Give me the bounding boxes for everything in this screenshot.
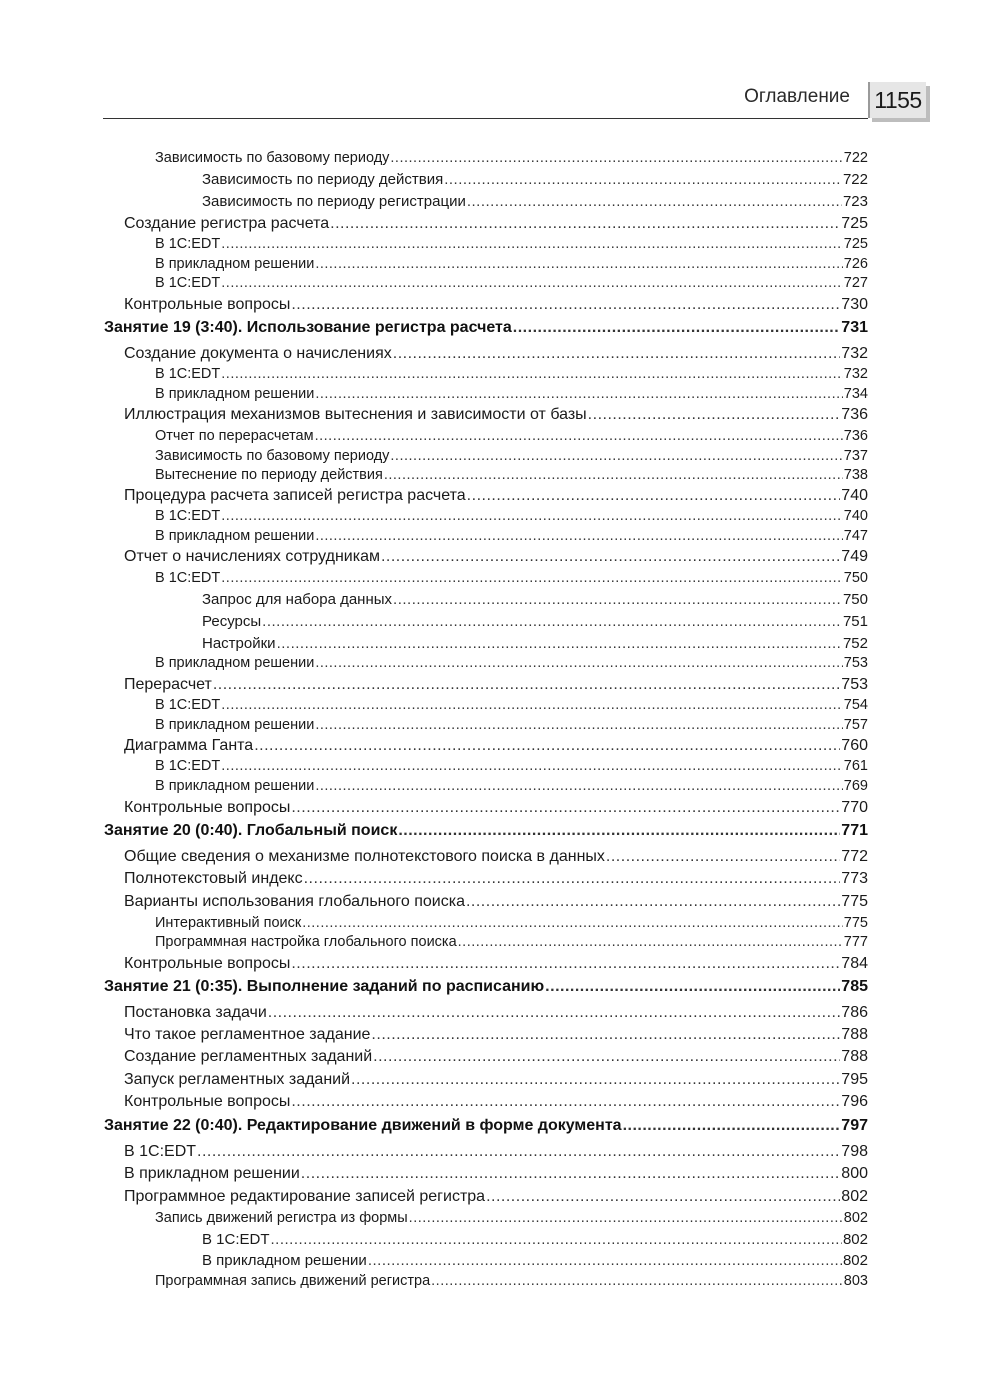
- toc-entry-page: 726: [843, 256, 868, 272]
- toc-entry: [124, 486, 868, 506]
- toc-entry-title: Ресурсы: [202, 613, 262, 630]
- toc-entry: [124, 736, 868, 756]
- running-header-title: Оглавление: [744, 86, 850, 107]
- toc-entry-page: 803: [843, 1273, 868, 1289]
- toc-entry-title: В 1C:EDT: [155, 236, 221, 252]
- toc-entry-title: Перерасчет: [124, 676, 212, 693]
- toc-entry-page: 797: [841, 1117, 868, 1134]
- toc-dot-leader: [588, 405, 841, 425]
- toc-entry-page: 738: [843, 467, 868, 483]
- toc-entry-page: 761: [843, 758, 868, 774]
- toc-entry: [155, 653, 868, 673]
- toc-entry-page: 795: [841, 1071, 868, 1088]
- toc-entry-page: 777: [843, 934, 868, 950]
- toc-entry-title: В 1C:EDT: [155, 758, 221, 774]
- toc-entry-page: 785: [841, 978, 868, 995]
- toc-dot-leader: [221, 756, 843, 776]
- toc-entry-page: 784: [841, 955, 868, 972]
- toc-entry-page: 749: [841, 548, 868, 565]
- toc-dot-leader: [623, 1116, 841, 1136]
- toc-entry: [155, 715, 868, 735]
- toc-entry-page: 730: [841, 296, 868, 313]
- toc-entry-title: Программное редактирование записей регистра: [124, 1188, 486, 1205]
- toc-entry-title: Контрольные вопросы: [124, 955, 291, 972]
- toc-entry-title: В прикладном решении: [202, 1252, 367, 1269]
- toc-entry-title: Запрос для набора данных: [202, 591, 393, 608]
- toc-entry-title: Интерактивный поиск: [155, 915, 302, 931]
- toc-dot-leader: [393, 590, 842, 610]
- toc-dot-leader: [315, 526, 842, 546]
- toc-entry-title: В прикладном решении: [155, 528, 315, 544]
- toc-entry-title: В 1C:EDT: [155, 570, 221, 586]
- toc-entry-page: 722: [843, 150, 868, 166]
- toc-entry-page: 751: [842, 613, 868, 630]
- toc-dot-leader: [444, 170, 842, 190]
- toc-entry-page: 734: [843, 386, 868, 402]
- header-divider: [103, 118, 868, 119]
- toc-dot-leader: [291, 798, 840, 818]
- toc-entry-page: 736: [843, 428, 868, 444]
- toc-entry-title: В 1C:EDT: [155, 366, 221, 382]
- toc-entry-title: Создание регистра расчета: [124, 215, 330, 232]
- toc-dot-leader: [221, 273, 843, 293]
- toc-entry: [124, 1070, 868, 1090]
- toc-entry-page: 786: [841, 1004, 868, 1021]
- toc-entry: [155, 273, 868, 293]
- toc-entry: [155, 913, 868, 933]
- toc-entry-title: Создание документа о начислениях: [124, 345, 392, 362]
- toc-entry-title: Контрольные вопросы: [124, 296, 291, 313]
- toc-entry-page: 752: [842, 635, 868, 652]
- toc-entry: [124, 1142, 868, 1162]
- toc-entry: [124, 1025, 868, 1045]
- toc-dot-leader: [301, 1164, 841, 1184]
- toc-entry-title: Что такое регламентное задание: [124, 1026, 371, 1043]
- toc-dot-leader: [467, 486, 841, 506]
- toc-entry: [155, 446, 868, 466]
- toc-dot-leader: [315, 426, 843, 446]
- toc-entry-title: Общие сведения о механизме полнотекстового поиска в данных: [124, 848, 605, 865]
- toc-entry-title: В прикладном решении: [155, 256, 315, 272]
- toc-entry-page: 788: [841, 1026, 868, 1043]
- toc-dot-leader: [330, 214, 840, 234]
- toc-entry-page: 725: [841, 215, 868, 232]
- toc-entry: [124, 954, 868, 974]
- toc-entry: [155, 526, 868, 546]
- toc-entry-page: 772: [841, 848, 868, 865]
- toc-entry-page: 747: [843, 528, 868, 544]
- toc-entry: [155, 384, 868, 404]
- toc-dot-leader: [291, 1092, 840, 1112]
- toc-entry-page: 725: [843, 236, 868, 252]
- toc-entry-page: 736: [841, 406, 868, 423]
- toc-entry: [124, 892, 868, 912]
- toc-entry-title: В прикладном решении: [155, 655, 315, 671]
- toc-entry: [124, 344, 868, 364]
- toc-entry-title: Занятие 19 (3:40). Использование регистра расчета: [104, 319, 512, 336]
- toc-entry: [202, 170, 868, 190]
- toc-entry-title: Настройки: [202, 635, 276, 652]
- toc-entry-page: 773: [841, 870, 868, 887]
- toc-entry: [155, 506, 868, 526]
- toc-entry: [155, 426, 868, 446]
- toc-entry: [124, 1164, 868, 1184]
- toc-entry: [155, 932, 868, 952]
- toc-entry-title: Отчет о начислениях сотрудникам: [124, 548, 380, 565]
- toc-entry: [155, 234, 868, 254]
- toc-entry-title: В прикладном решении: [155, 386, 315, 402]
- toc-entry-page: 798: [841, 1143, 868, 1160]
- toc-dot-leader: [277, 634, 842, 654]
- toc-entry-title: Отчет по перерасчетам: [155, 428, 314, 444]
- toc-chapter-entry: [104, 821, 868, 841]
- toc-entry-page: 769: [843, 778, 868, 794]
- toc-dot-leader: [409, 1208, 843, 1228]
- toc-dot-leader: [271, 1230, 842, 1250]
- toc-entry: [155, 1271, 868, 1291]
- toc-entry: [155, 568, 868, 588]
- toc-dot-leader: [221, 234, 843, 254]
- toc-entry: [124, 869, 868, 889]
- toc-entry-page: 757: [843, 717, 868, 733]
- toc-entry: [124, 847, 868, 867]
- toc-entry: [124, 1047, 868, 1067]
- toc-entry-page: 788: [841, 1048, 868, 1065]
- toc-chapter-entry: [104, 1116, 868, 1136]
- toc-entry-title: Занятие 21 (0:35). Выполнение заданий по расписанию: [104, 978, 545, 995]
- toc-chapter-entry: [104, 977, 868, 997]
- toc-entry-page: 722: [842, 171, 868, 188]
- toc-entry: [124, 675, 868, 695]
- toc-entry: [155, 776, 868, 796]
- toc-entry-title: Процедура расчета записей регистра расчета: [124, 487, 466, 504]
- toc-entry-page: 802: [843, 1210, 868, 1226]
- toc-entry-title: Контрольные вопросы: [124, 799, 291, 816]
- toc-dot-leader: [513, 318, 841, 338]
- toc-entry-title: Варианты использования глобального поиска: [124, 893, 465, 910]
- toc-dot-leader: [213, 675, 840, 695]
- toc-entry-title: В 1C:EDT: [155, 697, 221, 713]
- toc-dot-leader: [315, 715, 842, 735]
- toc-dot-leader: [393, 344, 841, 364]
- toc-entry-title: Диаграмма Ганта: [124, 737, 254, 754]
- toc-dot-leader: [315, 254, 842, 274]
- toc-dot-leader: [262, 612, 842, 632]
- toc-entry-page: 771: [841, 822, 868, 839]
- toc-entry-title: Зависимость по базовому периоду: [155, 150, 390, 166]
- toc-entry: [124, 405, 868, 425]
- toc-entry-title: Программная настройка глобального поиска: [155, 934, 457, 950]
- toc-entry-page: 737: [843, 448, 868, 464]
- toc-entry: [202, 1251, 868, 1271]
- toc-dot-leader: [467, 192, 842, 212]
- toc-entry-page: 727: [843, 275, 868, 291]
- toc-dot-leader: [291, 954, 840, 974]
- toc-dot-leader: [221, 364, 843, 384]
- toc-entry-title: Контрольные вопросы: [124, 1093, 291, 1110]
- toc-entry-title: Программная запись движений регистра: [155, 1273, 431, 1289]
- toc-entry: [124, 1003, 868, 1023]
- toc-entry: [202, 634, 868, 654]
- toc-dot-leader: [390, 148, 842, 168]
- toc-entry-page: 732: [843, 366, 868, 382]
- toc-entry-title: Иллюстрация механизмов вытеснения и зависимости от базы: [124, 406, 587, 423]
- toc-dot-leader: [221, 506, 843, 526]
- toc-entry: [155, 695, 868, 715]
- toc-dot-leader: [291, 295, 840, 315]
- toc-dot-leader: [368, 1251, 842, 1271]
- toc-entry: [155, 465, 868, 485]
- toc-dot-leader: [458, 932, 843, 952]
- toc-entry-page: 802: [842, 1252, 868, 1269]
- toc-dot-leader: [315, 776, 842, 796]
- toc-entry: [155, 756, 868, 776]
- toc-dot-leader: [371, 1025, 840, 1045]
- toc-dot-leader: [606, 847, 840, 867]
- toc-entry-title: Занятие 20 (0:40). Глобальный поиск: [104, 822, 398, 839]
- toc-entry-title: Запуск регламентных заданий: [124, 1071, 351, 1088]
- toc-entry-page: 802: [842, 1231, 868, 1248]
- toc-chapter-entry: [104, 318, 868, 338]
- toc-dot-leader: [390, 446, 842, 466]
- toc-dot-leader: [221, 568, 843, 588]
- toc-entry: [124, 547, 868, 567]
- toc-dot-leader: [384, 465, 843, 485]
- toc-entry-page: 723: [842, 193, 868, 210]
- toc-entry: [155, 1208, 868, 1228]
- toc-entry-page: 740: [843, 508, 868, 524]
- toc-entry-title: Запись движений регистра из формы: [155, 1210, 408, 1226]
- toc-entry-title: Вытеснение по периоду действия: [155, 467, 383, 483]
- toc-entry-page: 750: [843, 570, 868, 586]
- toc-entry-title: В прикладном решении: [155, 778, 315, 794]
- toc-entry-title: В 1C:EDT: [202, 1231, 270, 1248]
- toc-dot-leader: [254, 736, 840, 756]
- toc-entry-page: 760: [841, 737, 868, 754]
- page-number-box: [868, 82, 926, 118]
- toc-entry-title: Постановка задачи: [124, 1004, 267, 1021]
- toc-dot-leader: [315, 384, 842, 404]
- toc-entry-page: 775: [843, 915, 868, 931]
- toc-entry-page: 753: [843, 655, 868, 671]
- toc-entry: [202, 192, 868, 212]
- toc-entry-page: 731: [841, 319, 868, 336]
- toc-dot-leader: [351, 1070, 840, 1090]
- toc-entry-title: Занятие 22 (0:40). Редактирование движений в форме документа: [104, 1117, 622, 1134]
- toc-entry-title: В прикладном решении: [155, 717, 315, 733]
- toc-dot-leader: [268, 1003, 841, 1023]
- toc-entry-page: 754: [843, 697, 868, 713]
- toc-entry-title: Зависимость по базовому периоду: [155, 448, 390, 464]
- toc-entry-title: В прикладном решении: [124, 1165, 300, 1182]
- toc-entry: [155, 364, 868, 384]
- toc-entry: [155, 254, 868, 274]
- toc-entry-page: 796: [841, 1093, 868, 1110]
- toc-entry: [124, 295, 868, 315]
- toc-entry: [202, 1230, 868, 1250]
- toc-entry: [124, 214, 868, 234]
- toc-dot-leader: [486, 1187, 840, 1207]
- toc-entry: [124, 798, 868, 818]
- toc-entry-page: 802: [841, 1188, 868, 1205]
- toc-entry: [155, 148, 868, 168]
- toc-entry: [124, 1092, 868, 1112]
- toc-entry-title: В 1C:EDT: [124, 1143, 197, 1160]
- toc-dot-leader: [302, 913, 843, 933]
- toc-entry-title: В 1C:EDT: [155, 508, 221, 524]
- toc-entry: [202, 590, 868, 610]
- toc-entry-page: 732: [841, 345, 868, 362]
- toc-dot-leader: [221, 695, 843, 715]
- toc-entry-title: Зависимость по периоду действия: [202, 171, 444, 188]
- toc-dot-leader: [545, 977, 840, 997]
- toc-entry: [124, 1187, 868, 1207]
- page-number: 1155: [874, 87, 922, 113]
- toc-dot-leader: [373, 1047, 840, 1067]
- toc-dot-leader: [466, 892, 840, 912]
- toc-entry-page: 740: [841, 487, 868, 504]
- toc-entry: [202, 612, 868, 632]
- toc-entry-title: Зависимость по периоду регистрации: [202, 193, 466, 210]
- toc-dot-leader: [315, 653, 842, 673]
- toc-dot-leader: [304, 869, 841, 889]
- toc-dot-leader: [431, 1271, 843, 1291]
- toc-dot-leader: [197, 1142, 840, 1162]
- toc-dot-leader: [398, 821, 840, 841]
- toc-entry-title: Создание регламентных заданий: [124, 1048, 373, 1065]
- toc-entry-page: 753: [841, 676, 868, 693]
- toc-entry-page: 750: [842, 591, 868, 608]
- toc-dot-leader: [381, 547, 840, 567]
- toc-entry-title: В 1C:EDT: [155, 275, 221, 291]
- toc-entry-page: 800: [841, 1165, 868, 1182]
- toc-entry-title: Полнотекстовый индекс: [124, 870, 303, 887]
- toc-entry-page: 770: [841, 799, 868, 816]
- toc-entry-page: 775: [841, 893, 868, 910]
